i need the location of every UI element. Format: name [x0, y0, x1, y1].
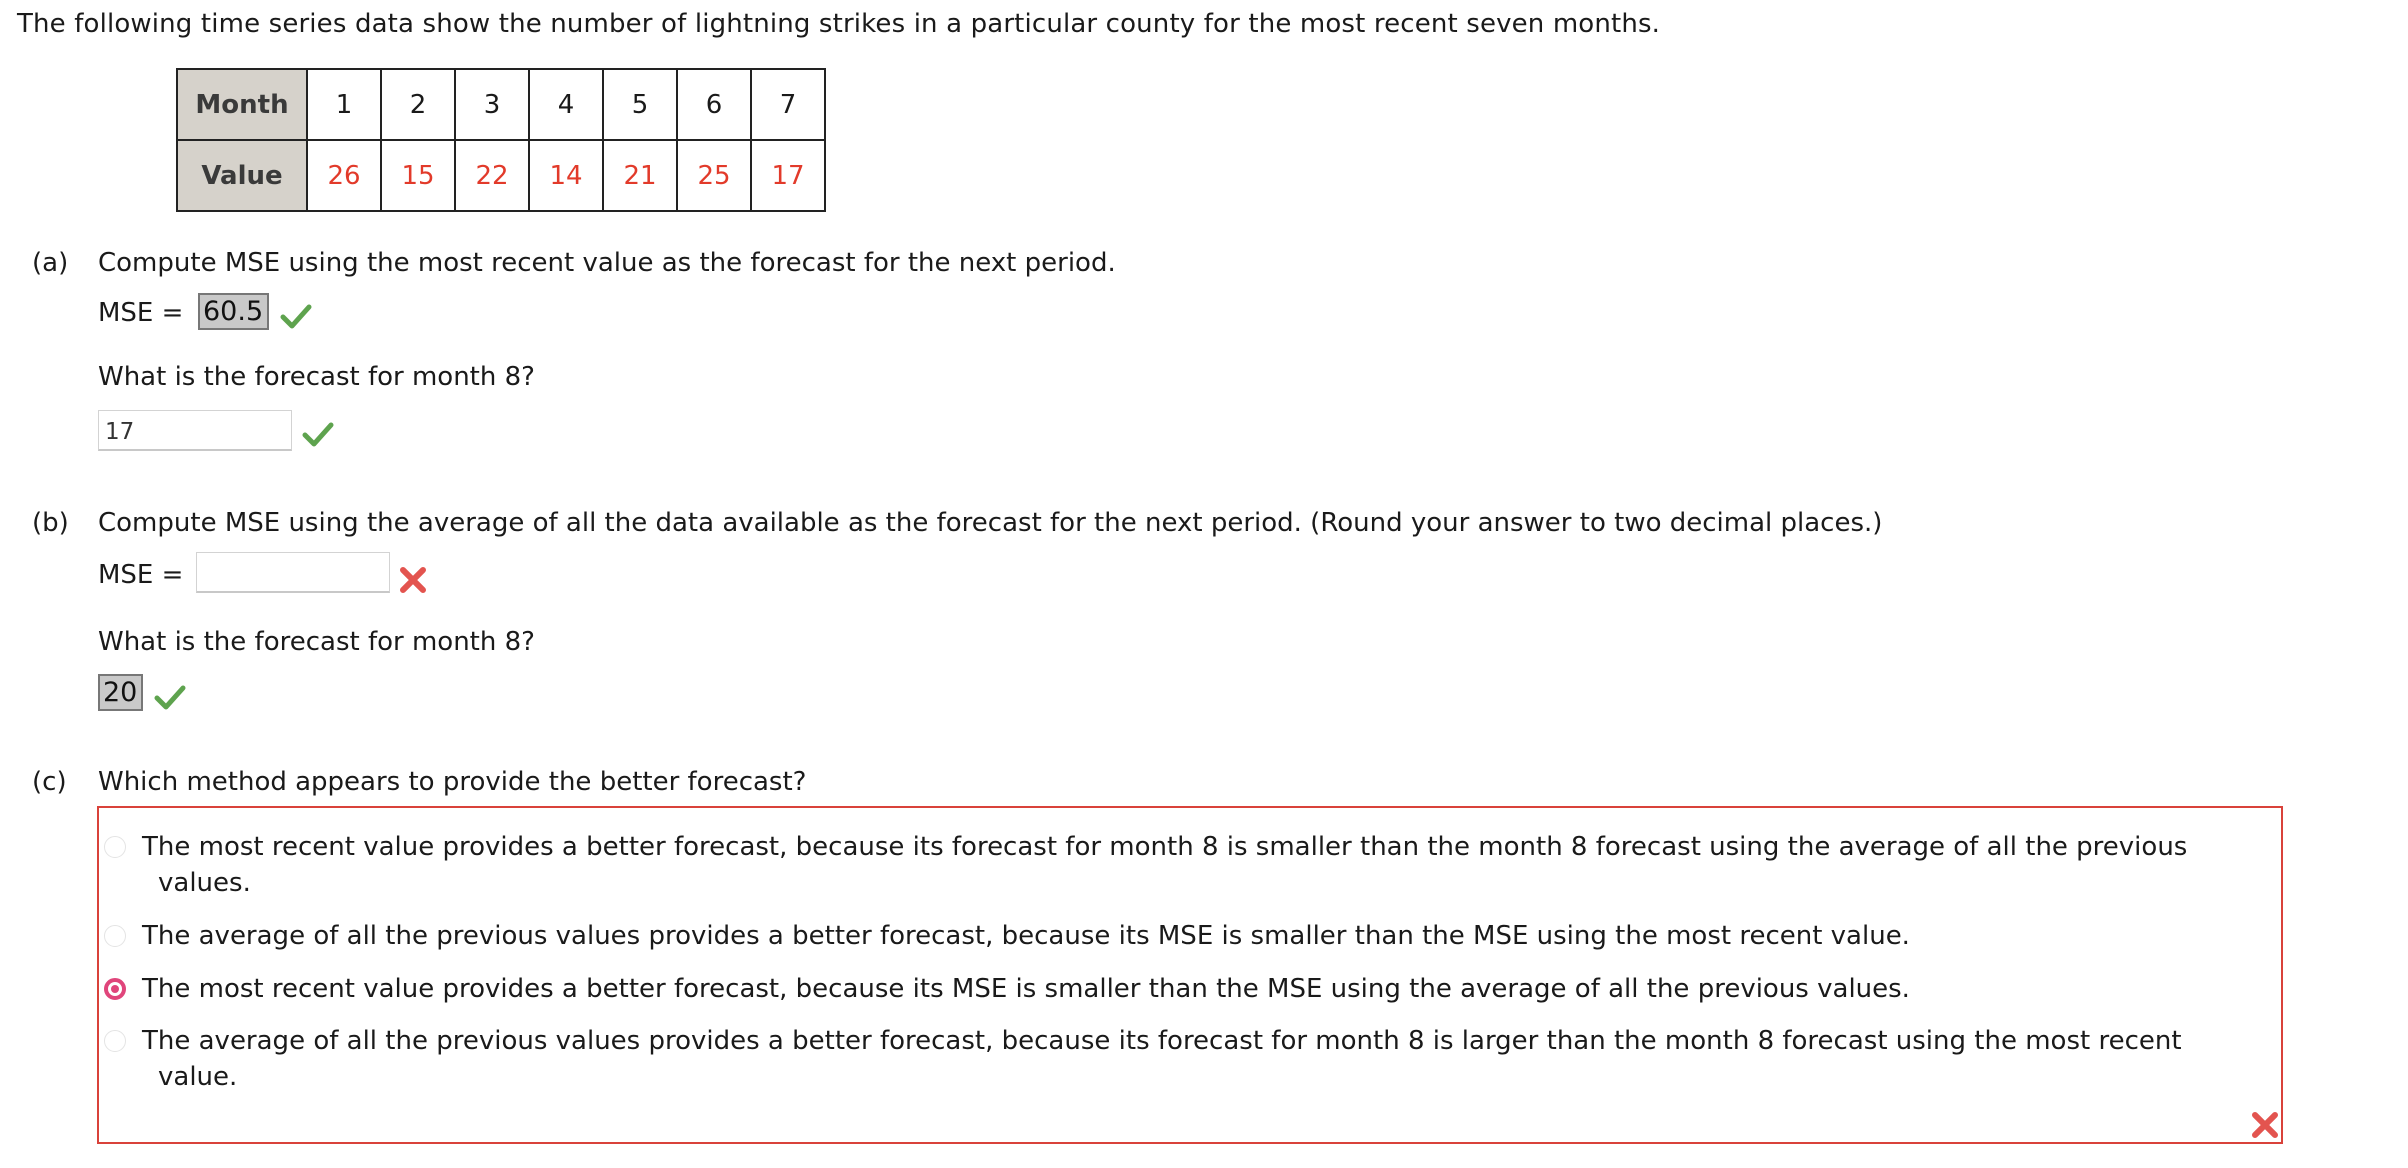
- part-b-forecast-question: What is the forecast for month 8?: [98, 627, 535, 657]
- value-cell: 17: [751, 140, 825, 211]
- value-cell: 25: [677, 140, 751, 211]
- data-table: [176, 68, 826, 212]
- month-cell: 7: [751, 69, 825, 140]
- radio-option-1[interactable]: [104, 836, 126, 858]
- part-a-label: (a): [32, 248, 69, 278]
- part-a-question: Compute MSE using the most recent value as the forecast for the next period.: [98, 248, 1116, 278]
- value-cell: 15: [381, 140, 455, 211]
- correct-check-icon: [154, 683, 186, 711]
- value-cell: 21: [603, 140, 677, 211]
- part-a-forecast-input[interactable]: 17: [98, 410, 292, 451]
- option-4-continuation: value.: [158, 1062, 238, 1092]
- part-b-forecast-answer: 20: [98, 674, 143, 711]
- month-cell: 1: [307, 69, 381, 140]
- value-cell: 14: [529, 140, 603, 211]
- value-cell: 26: [307, 140, 381, 211]
- incorrect-x-icon: [2250, 1110, 2280, 1140]
- month-cell: 6: [677, 69, 751, 140]
- option-3-line: The most recent value provides a better forecast, because its MSE is smaller than the MSE using the average of all the previous values.: [142, 974, 1910, 1004]
- part-c-question: Which method appears to provide the better forecast?: [98, 767, 807, 797]
- correct-check-icon: [302, 420, 334, 448]
- part-a-mse-label: MSE =: [98, 298, 184, 328]
- option-2-text[interactable]: [142, 918, 2242, 954]
- part-a-mse-answer: 60.5: [198, 293, 269, 330]
- radio-option-2[interactable]: [104, 925, 126, 947]
- month-header: Month: [177, 69, 307, 140]
- radio-option-4[interactable]: [104, 1030, 126, 1052]
- part-a-forecast-question: What is the forecast for month 8?: [98, 362, 535, 392]
- option-1-line: The most recent value provides a better forecast, because its forecast for month 8 is smaller than the month 8 forecast using the average of all the previous: [142, 832, 2188, 862]
- incorrect-x-icon: [398, 565, 428, 595]
- value-header: Value: [177, 140, 307, 211]
- value-row: [177, 140, 825, 211]
- radio-option-3-selected[interactable]: [104, 978, 126, 1000]
- month-row: [177, 69, 825, 140]
- correct-check-icon: [280, 302, 312, 330]
- option-3-text[interactable]: [142, 971, 2242, 1007]
- part-b-mse-label: MSE =: [98, 560, 184, 590]
- part-b-question: Compute MSE using the average of all the data available as the forecast for the next period. (Round your answer to two decimal places.): [98, 508, 1883, 538]
- month-cell: 2: [381, 69, 455, 140]
- month-cell: 4: [529, 69, 603, 140]
- problem-intro: The following time series data show the number of lightning strikes in a particular county for the most recent seven months.: [17, 9, 1661, 39]
- option-4-text[interactable]: [142, 1023, 2242, 1095]
- option-4-line: The average of all the previous values provides a better forecast, because its forecast for month 8 is larger than the month 8 forecast using the most recent: [142, 1026, 2182, 1056]
- option-1-text[interactable]: [142, 829, 2242, 901]
- month-cell: 3: [455, 69, 529, 140]
- part-b-label: (b): [32, 508, 69, 538]
- month-cell: 5: [603, 69, 677, 140]
- option-1-continuation: values.: [158, 868, 251, 898]
- part-c-label: (c): [32, 767, 67, 797]
- option-2-line: The average of all the previous values provides a better forecast, because its MSE is smaller than the MSE using the most recent value.: [142, 921, 1910, 951]
- part-b-mse-input[interactable]: [196, 552, 390, 593]
- value-cell: 22: [455, 140, 529, 211]
